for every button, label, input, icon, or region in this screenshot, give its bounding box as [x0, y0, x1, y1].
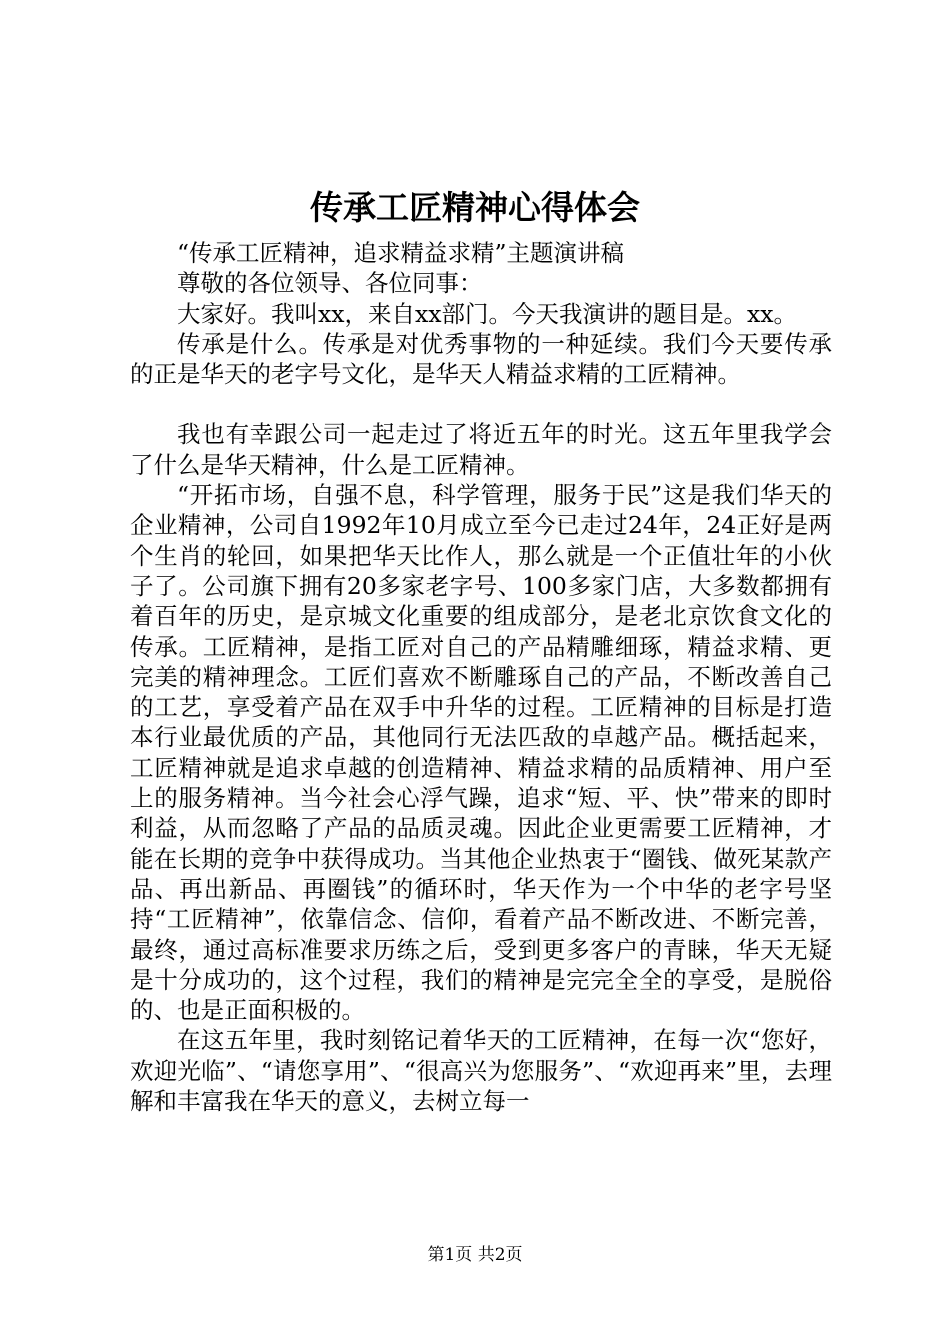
- paragraph-enterprise-spirit: “开拓市场，自强不息，科学管理，服务于民”这是我们华天的企业精神，公司自1992年10月成立至今已走过24年，24正好是两个生肖的轮回，如果把华天比作人，那么就是一个正值壮年的小伙子了。公司旗下拥有20多家老字号、100多家门店，大多数都拥有着百年的历史，是京城文化重要的组成部分，是老北京饮食文化的传承。工匠精神，是指工匠对自己的产品精雕细琢，精益求精、更完美的精神理念。工匠们喜欢不断雕琢自己的产品，不断改善自己的工艺，享受着产品在双手中升华的过程。工匠精神的目标是打造本行业最优质的产品，其他同行无法匹敌的卓越产品。概括起来，工匠精神就是追求卓越的创造精神、精益求精的品质精神、用户至上的服务精神。当今社会心浮气躁，追求“短、平、快”带来的即时利益，从而忽略了产品的品质灵魂。因此企业更需要工匠精神，才能在长期的竞争中获得成功。当其他企业热衷于“圈钱、做死某款产品、再出新品、再圈钱”的循环时，华天作为一个中华的老字号坚持“工匠精神”，依靠信念、信仰，看着产品不断改进、不断完善，最终，通过高标准要求历练之后，受到更多客户的青睐，华天无疑是十分成功的，这个过程，我们的精神是完完全全的享受，是脱俗的、也是正面积极的。: [130, 481, 832, 1025]
- speech-subtitle: “传承工匠精神，追求精益求精”主题演讲稿: [177, 239, 625, 267]
- paragraph-five-years: 我也有幸跟公司一起走过了将近五年的时光。这五年里我学会了什么是华天精神，什么是工匠精神。: [130, 420, 832, 479]
- salutation: 尊敬的各位领导、各位同事：: [177, 269, 483, 298]
- document-title: 传承工匠精神心得体会: [310, 188, 640, 227]
- paragraph-greeting: 大家好。我叫xx，来自xx部门。今天我演讲的题目是。xx。: [177, 299, 798, 328]
- paragraph-craftsman-service: 在这五年里，我时刻铭记着华天的工匠精神，在每一次“您好，欢迎光临”、“请您享用”、“很高兴为您服务”、“欢迎再来”里，去理解和丰富我在华天的意义，去树立每一: [130, 1026, 832, 1116]
- document-body: [130, 238, 832, 1116]
- paragraph-inheritance: 传承是什么。传承是对优秀事物的一种延续。我们今天要传承的正是华天的老字号文化，是华天人精益求精的工匠精神。: [130, 329, 832, 389]
- page-number-footer: 第1页 共2页: [427, 1245, 523, 1265]
